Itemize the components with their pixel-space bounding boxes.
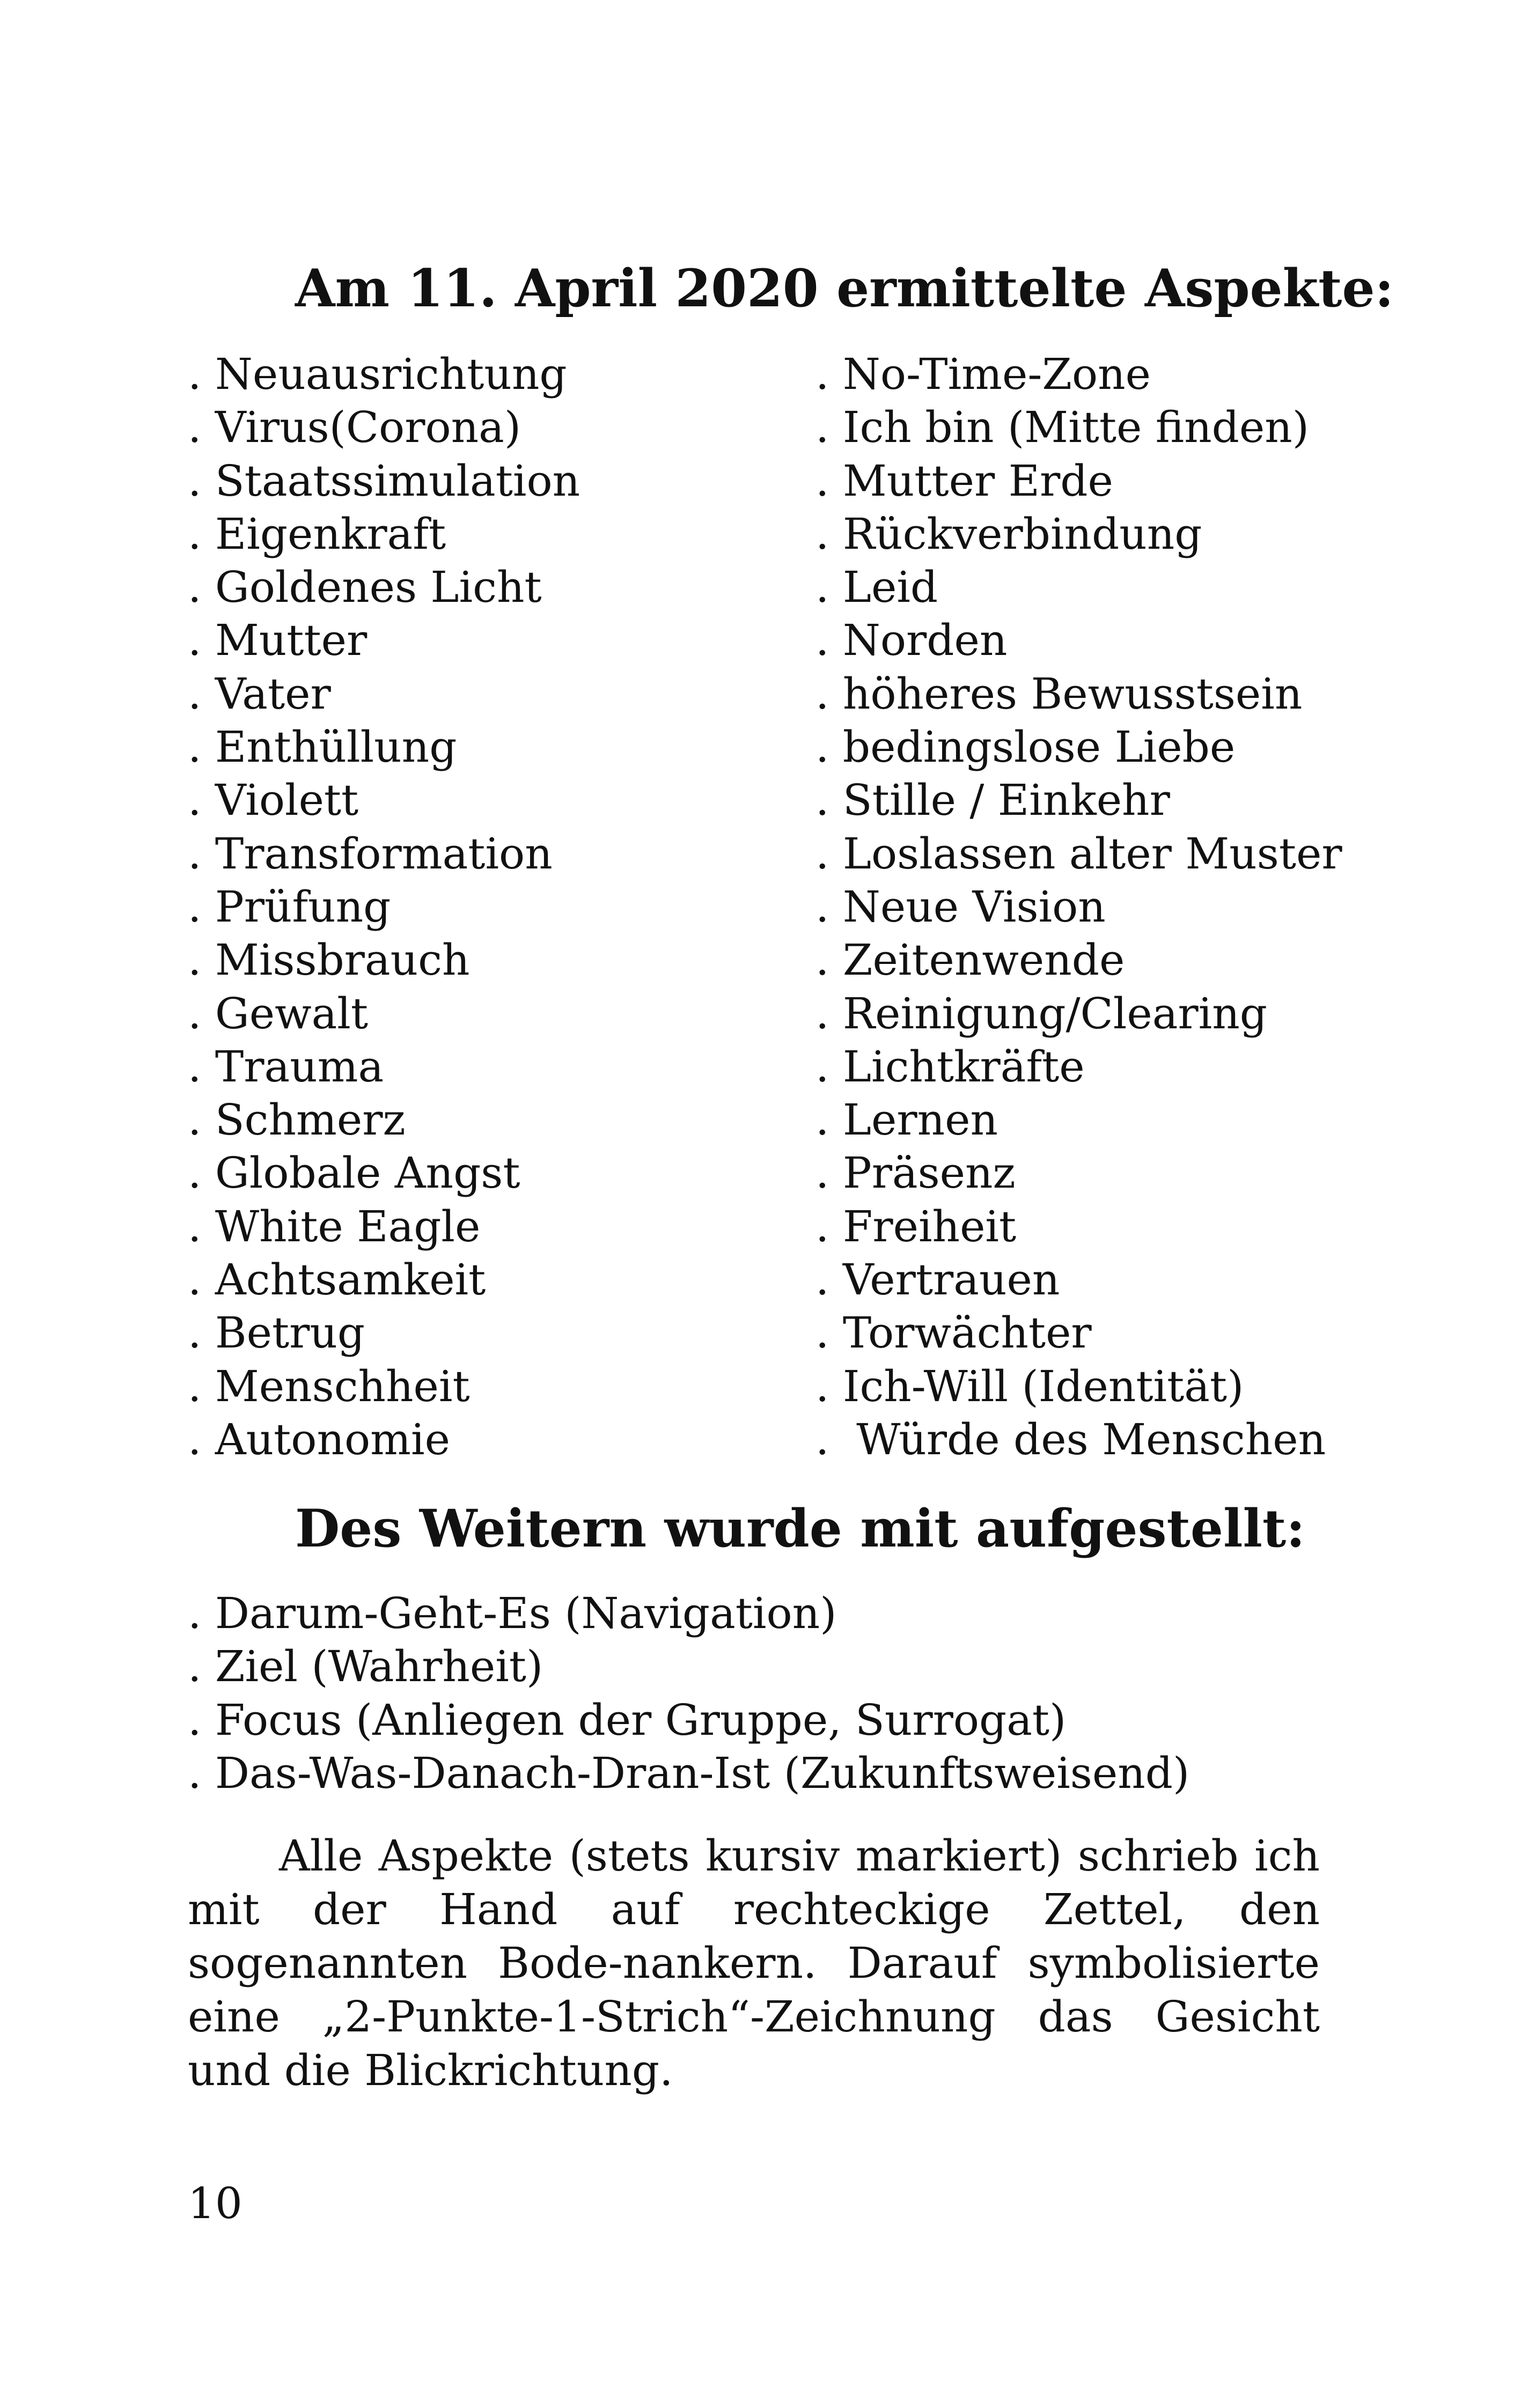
aspect-item: . Neuausrichtung	[188, 349, 567, 399]
aspect-item: . Virus(Corona)	[188, 402, 521, 453]
aspects-list-right	[815, 348, 1342, 1466]
aspect-item: . Mutter	[188, 615, 368, 666]
aspect-item: . Eigenkraft	[188, 509, 446, 559]
aspect-item: . Leid	[815, 562, 938, 613]
aspect-item: . Betrug	[188, 1308, 365, 1358]
aspect-item: . Würde des Menschen	[815, 1414, 1326, 1464]
additional-item: . Focus (Anliegen der Gruppe, Surrogat)	[188, 1695, 1067, 1745]
aspect-item: . Trauma	[188, 1041, 384, 1092]
aspect-item: . Präsenz	[815, 1148, 1016, 1198]
aspect-item: . Ich-Will (Identität)	[815, 1361, 1244, 1411]
additional-item: . Das-Was-Danach-Dran-Ist (Zukunftsweisend)	[188, 1748, 1190, 1798]
aspect-item: . Enthüllung	[188, 722, 457, 772]
aspect-item: . Transformation	[188, 828, 553, 879]
aspect-item: . Achtsamkeit	[188, 1255, 486, 1305]
aspect-item: . No-Time-Zone	[815, 349, 1151, 399]
aspect-item: . höheres Bewusstsein	[815, 668, 1303, 719]
page-number: 10	[188, 2178, 243, 2228]
aspect-item: . Schmerz	[188, 1095, 406, 1145]
aspect-item: . Lernen	[815, 1095, 998, 1145]
aspect-item: . Reinigung/Clearing	[815, 988, 1267, 1039]
aspects-list-left	[188, 348, 580, 1466]
aspect-item: . Staatssimulation	[188, 455, 581, 506]
aspect-item: . Goldenes Licht	[188, 562, 542, 613]
additional-item: . Ziel (Wahrheit)	[188, 1641, 543, 1692]
additional-items-list	[188, 1587, 1189, 1800]
aspect-item: . Norden	[815, 615, 1008, 666]
aspect-item: . White Eagle	[188, 1201, 481, 1251]
aspect-item: . Neue Vision	[815, 881, 1106, 932]
aspect-item: . Rückverbindung	[815, 509, 1202, 559]
aspect-item: . Vertrauen	[815, 1255, 1060, 1305]
aspect-item: . Autonomie	[188, 1414, 450, 1464]
aspect-item: . Mutter Erde	[815, 455, 1113, 506]
aspect-item: . bedingslose Liebe	[815, 722, 1236, 772]
heading-aspects: Am 11. April 2020 ermittelte Aspekte:	[295, 258, 1394, 319]
aspect-item: . Loslassen alter Muster	[815, 828, 1342, 879]
aspect-item: . Menschheit	[188, 1361, 470, 1411]
aspect-item: . Prüfung	[188, 881, 391, 932]
aspect-item: . Violett	[188, 775, 359, 826]
heading-additional: Des Weitern wurde mit aufgestellt:	[295, 1498, 1305, 1559]
aspect-item: . Lichtkräfte	[815, 1041, 1085, 1092]
aspect-item: . Stille / Einkehr	[815, 775, 1170, 826]
body-paragraph: Alle Aspekte (stets kursiv markiert) schrieb ich mit der Hand auf rechteckige Zettel, den sogenannten Bode-nankern. Darauf symbolisierte eine „2-Punkte-1-Strich“-Zeichnung das Gesicht und die Blickrichtung.	[188, 1831, 1320, 2095]
aspect-item: . Globale Angst	[188, 1148, 520, 1198]
additional-item: . Darum-Geht-Es (Navigation)	[188, 1588, 837, 1638]
aspect-item: . Missbrauch	[188, 935, 470, 985]
aspect-item: . Gewalt	[188, 988, 369, 1039]
aspect-item: . Freiheit	[815, 1201, 1017, 1251]
aspect-item: . Ich bin (Mitte finden)	[815, 402, 1309, 453]
aspect-item: . Vater	[188, 668, 331, 719]
aspect-item: . Zeitenwende	[815, 935, 1125, 985]
aspect-item: . Torwächter	[815, 1308, 1092, 1358]
